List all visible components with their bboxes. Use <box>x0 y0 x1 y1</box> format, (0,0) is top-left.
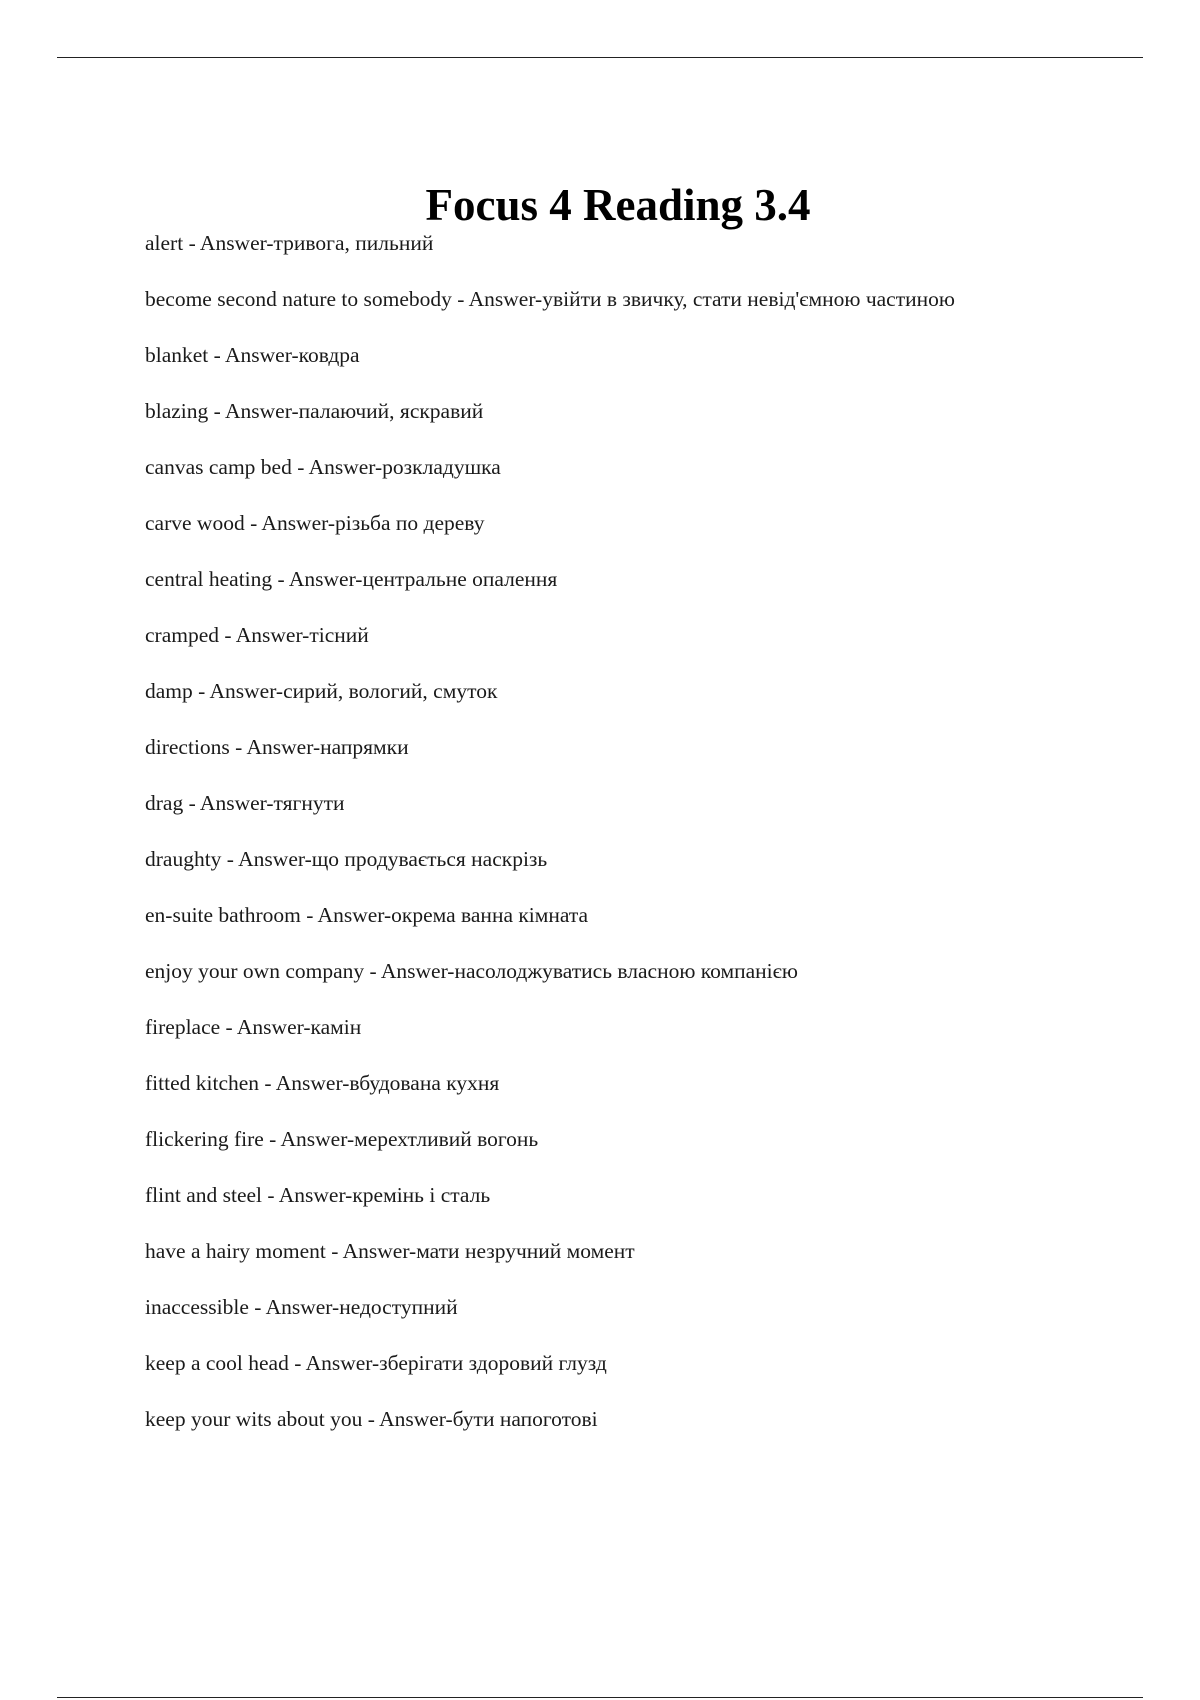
list-item: blazing - Answer-палаючий, яскравий <box>145 399 484 423</box>
page-title: Focus 4 Reading 3.4 <box>425 180 811 231</box>
list-item: inaccessible - Answer-недоступний <box>145 1295 458 1319</box>
list-item: damp - Answer-сирий, вологий, смуток <box>145 679 498 703</box>
list-item: fitted kitchen - Answer-вбудована кухня <box>145 1071 500 1095</box>
list-item: drag - Answer-тягнути <box>145 791 345 815</box>
list-item: en-suite bathroom - Answer-окрема ванна кімната <box>145 903 589 927</box>
list-item: enjoy your own company - Answer-насолоджуватись власною компанією <box>145 959 798 983</box>
list-item: cramped - Answer-тісний <box>145 623 369 647</box>
header-rule <box>57 57 1143 58</box>
vocabulary-list <box>145 228 1145 1460</box>
list-item: keep a cool head - Answer-зберігати здоровий глузд <box>145 1351 607 1375</box>
list-item: keep your wits about you - Answer-бути напоготові <box>145 1407 598 1431</box>
list-item: canvas camp bed - Answer-розкладушка <box>145 455 501 479</box>
list-item: have a hairy moment - Answer-мати незручний момент <box>145 1239 635 1263</box>
footer-rule <box>57 1697 1143 1698</box>
list-item: blanket - Answer-ковдра <box>145 343 360 367</box>
list-item: flint and steel - Answer-кремінь і сталь <box>145 1183 491 1207</box>
list-item: flickering fire - Answer-мерехтливий вогонь <box>145 1127 539 1151</box>
list-item: alert - Answer-тривога, пильний <box>145 231 434 255</box>
list-item: become second nature to somebody - Answer-увійти в звичку, стати невід'ємною частиною <box>145 287 955 311</box>
list-item: fireplace - Answer-камін <box>145 1015 362 1039</box>
list-item: carve wood - Answer-різьба по дереву <box>145 511 485 535</box>
list-item: draughty - Answer-що продувається наскрізь <box>145 847 548 871</box>
list-item: directions - Answer-напрямки <box>145 735 409 759</box>
list-item: central heating - Answer-центральне опалення <box>145 567 558 591</box>
